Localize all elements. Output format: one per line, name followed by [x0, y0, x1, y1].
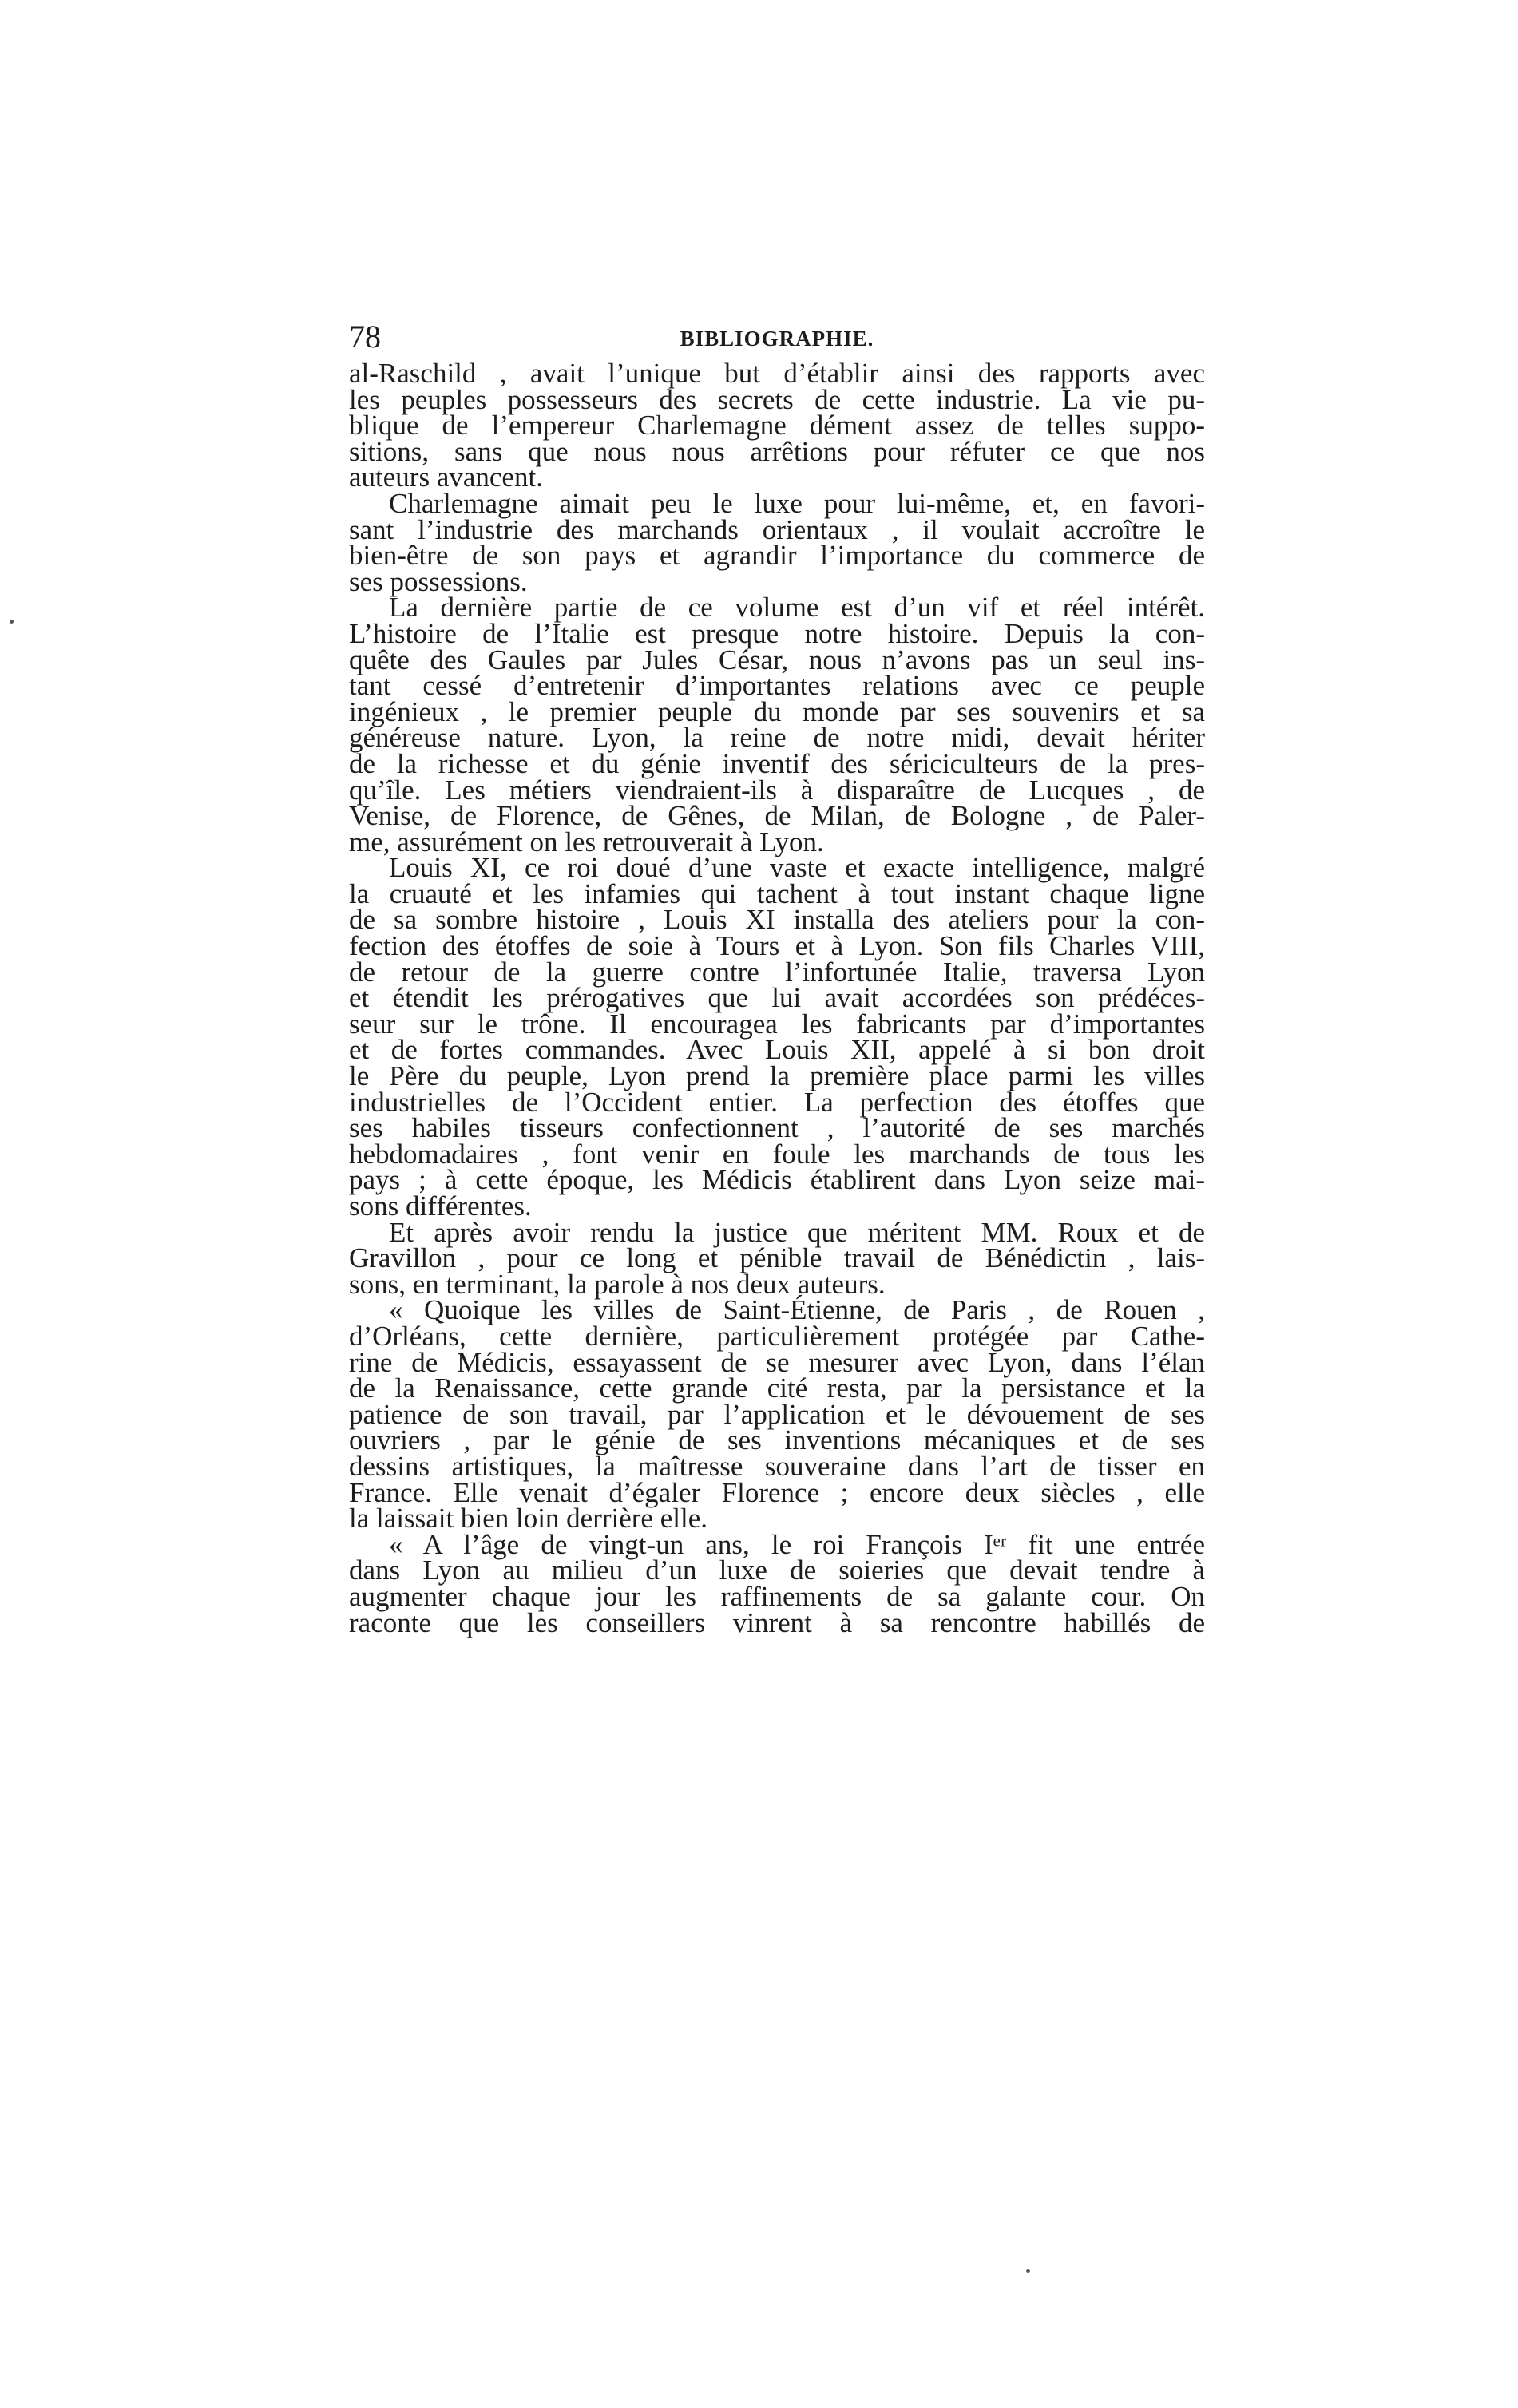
margin-speck — [10, 620, 14, 624]
text-line: ingénieux , le premier peuple du monde par ses souvenirs et sa — [349, 695, 1205, 727]
text-line: de retour de la guerre contre l’infortunée Italie, traversa Lyon — [349, 956, 1205, 988]
text-line: me, assurément on les retrouverait à Lyon. — [349, 826, 824, 857]
text-line: ses habiles tisseurs confectionnent , l’autorité de ses marchés — [349, 1112, 1205, 1144]
text-line: L’histoire de l’Italie est presque notre histoire. Depuis la con- — [349, 617, 1205, 649]
text-line: de la Renaissance, cette grande cité resta, par la persistance et la — [349, 1372, 1205, 1404]
text-line: sitions, sans que nous nous arrêtions pour réfuter ce que nos — [349, 435, 1205, 467]
text-line: ses possessions. — [349, 565, 528, 597]
page-number: 78 — [349, 319, 381, 354]
text-line: qu’île. Les métiers viendraient-ils à disparaître de Lucques , de — [349, 774, 1205, 806]
text-line: Venise, de Florence, de Gênes, de Milan, de Bologne , de Paler- — [349, 800, 1205, 832]
text-line: la cruauté et les infamies qui tachent à tout instant chaque ligne — [349, 877, 1205, 909]
text-line: sant l’industrie des marchands orientaux , il voulait accroître le — [349, 513, 1205, 545]
body-text — [349, 358, 1205, 1638]
text-line: Gravillon , pour ce long et pénible travail de Bénédictin , lais- — [349, 1242, 1205, 1274]
text-line: industrielles de l’Occident entier. La perfection des étoffes que — [349, 1086, 1205, 1118]
text-line: seur sur le trône. Il encouragea les fabricants par d’importantes — [349, 1008, 1205, 1040]
text-line: la laissait bien loin derrière elle. — [349, 1503, 707, 1535]
text-line: al-Raschild , avait l’unique but d’établir ainsi des rapports avec — [349, 358, 1205, 389]
text-line: de la richesse et du génie inventif des sériciculteurs de la pres- — [349, 747, 1205, 779]
text-line: La dernière partie de ce volume est d’un vif et réel intérêt. — [389, 592, 1205, 624]
text-line: « Quoique les villes de Saint-Étienne, de Paris , de Rouen , — [389, 1294, 1205, 1326]
text-line: dessins artistiques, la maîtresse souveraine dans l’art de tisser en — [349, 1450, 1205, 1482]
text-line: et étendit les prérogatives que lui avait accordées son prédéces- — [349, 982, 1205, 1014]
text-line: généreuse nature. Lyon, la reine de notre midi, devait hériter — [349, 722, 1205, 754]
text-line: pays ; à cette époque, les Médicis établirent dans Lyon seize mai- — [349, 1164, 1205, 1196]
text-line: rine de Médicis, essayassent de se mesurer avec Lyon, dans l’élan — [349, 1346, 1205, 1378]
text-line: hebdomadaires , font venir en foule les marchands de tous les — [349, 1138, 1205, 1170]
text-line: patience de son travail, par l’application et le dévouement de ses — [349, 1398, 1205, 1430]
text-line: le Père du peuple, Lyon prend la première place parmi les villes — [349, 1060, 1205, 1092]
text-line: blique de l’empereur Charlemagne dément assez de telles suppo- — [349, 410, 1205, 442]
text-line: augmenter chaque jour les raffinements de sa galante cour. On — [349, 1580, 1205, 1612]
text-line: raconte que les conseillers vinrent à sa rencontre habillés de — [349, 1606, 1205, 1638]
text-line: France. Elle venait d’égaler Florence ; encore deux siècles , elle — [349, 1476, 1205, 1508]
text-line: « A l’âge de vingt-un ans, le roi François Iᵉʳ fit une entrée — [389, 1528, 1205, 1560]
text-line: fection des étoffes de soie à Tours et à Lyon. Son fils Charles VIII, — [349, 930, 1205, 962]
text-line: de sa sombre histoire , Louis XI installa des ateliers pour la con- — [349, 904, 1205, 936]
text-line: sons différentes. — [349, 1190, 532, 1222]
text-line: Charlemagne aimait peu le luxe pour lui-même, et, en favori- — [389, 487, 1205, 519]
text-line: tant cessé d’entretenir d’importantes relations avec ce peuple — [349, 670, 1205, 702]
running-title: BIBLIOGRAPHIE. — [680, 327, 874, 351]
text-line: les peuples possesseurs des secrets de cette industrie. La vie pu- — [349, 383, 1205, 415]
text-line: quête des Gaules par Jules César, nous n’avons pas un seul ins- — [349, 644, 1205, 675]
margin-speck — [1026, 2269, 1030, 2273]
text-line: sons, en terminant, la parole à nos deux auteurs. — [349, 1268, 886, 1300]
text-line: Et après avoir rendu la justice que méritent MM. Roux et de — [389, 1216, 1205, 1248]
text-line: auteurs avancent. — [349, 461, 543, 493]
text-line: ouvriers , par le génie de ses inventions mécaniques et de ses — [349, 1424, 1205, 1456]
text-line: Louis XI, ce roi doué d’une vaste et exacte intelligence, malgré — [389, 852, 1205, 884]
running-head — [349, 318, 1205, 356]
text-line: et de fortes commandes. Avec Louis XII, appelé à si bon droit — [349, 1034, 1205, 1066]
text-line: dans Lyon au milieu d’un luxe de soieries que devait tendre à — [349, 1555, 1205, 1586]
text-line: d’Orléans, cette dernière, particulièrement protégée par Cathe- — [349, 1320, 1205, 1352]
text-line: bien-être de son pays et agrandir l’importance du commerce de — [349, 540, 1205, 572]
